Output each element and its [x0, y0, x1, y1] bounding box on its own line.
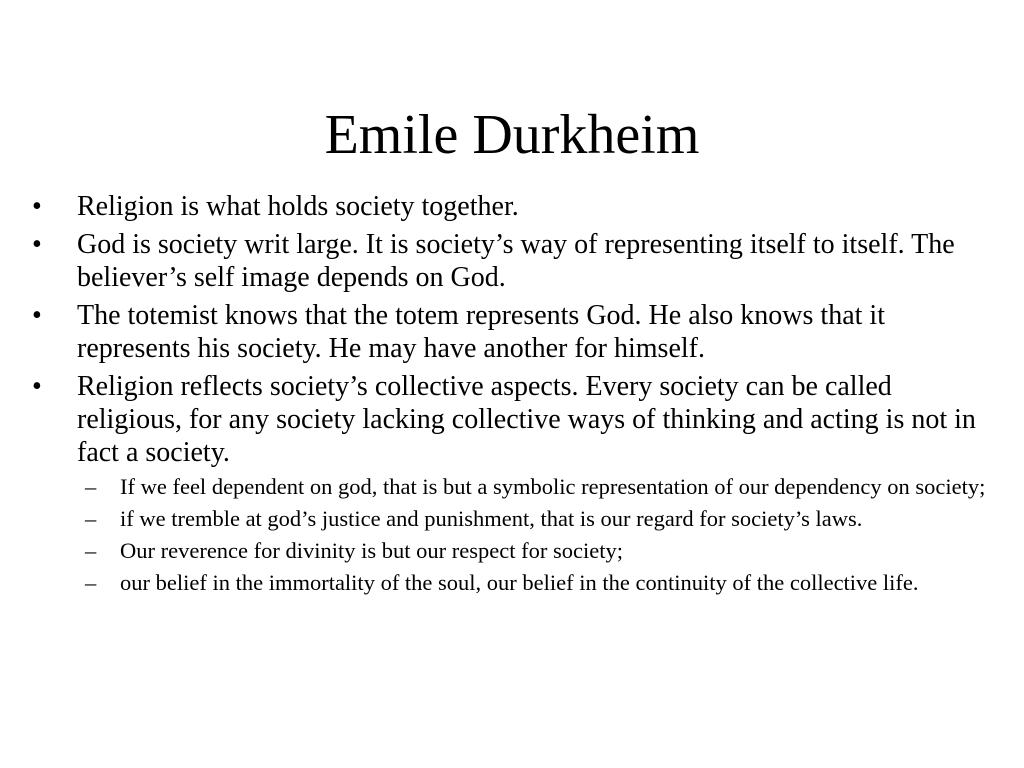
- bullet-item: [30, 228, 990, 294]
- bullet-text: Religion reflects society’s collective aspects. Every society can be called religious, for any society lacking collective ways of thinking and acting is not in fact a society.: [77, 371, 976, 468]
- bullet-marker: •: [32, 229, 42, 260]
- sub-bullet-text: if we tremble at god’s justice and punishment, that is our regard for society’s laws.: [120, 506, 863, 531]
- sub-bullet-item: [30, 474, 990, 500]
- bullet-list: [30, 190, 990, 602]
- bullet-item: [30, 370, 990, 469]
- sub-bullet-item: [30, 506, 990, 532]
- bullet-marker: •: [32, 191, 42, 222]
- sub-bullet-marker: –: [85, 570, 97, 595]
- bullet-item: [30, 190, 990, 223]
- bullet-text: God is society writ large. It is society’s way of representing itself to itself. The believer’s self image depends on God.: [77, 229, 955, 293]
- sub-bullet-item: [30, 538, 990, 564]
- sub-bullet-item: [30, 570, 990, 596]
- bullet-item: [30, 299, 990, 365]
- sub-bullet-text: our belief in the immortality of the soul, our belief in the continuity of the collective life.: [120, 570, 919, 595]
- bullet-text: Religion is what holds society together.: [77, 191, 519, 222]
- slide-title: Emile Durkheim: [324, 104, 700, 166]
- bullet-marker: •: [32, 371, 42, 402]
- sub-bullet-marker: –: [85, 538, 97, 563]
- sub-bullet-text: If we feel dependent on god, that is but a symbolic representation of our dependency on society;: [120, 474, 986, 499]
- sub-bullet-text: Our reverence for divinity is but our respect for society;: [120, 538, 623, 563]
- bullet-marker: •: [32, 300, 42, 331]
- bullet-text: The totemist knows that the totem represents God. He also knows that it represents his society. He may have another for himself.: [77, 300, 885, 364]
- sub-bullet-marker: –: [85, 506, 97, 531]
- sub-bullet-marker: –: [85, 474, 97, 499]
